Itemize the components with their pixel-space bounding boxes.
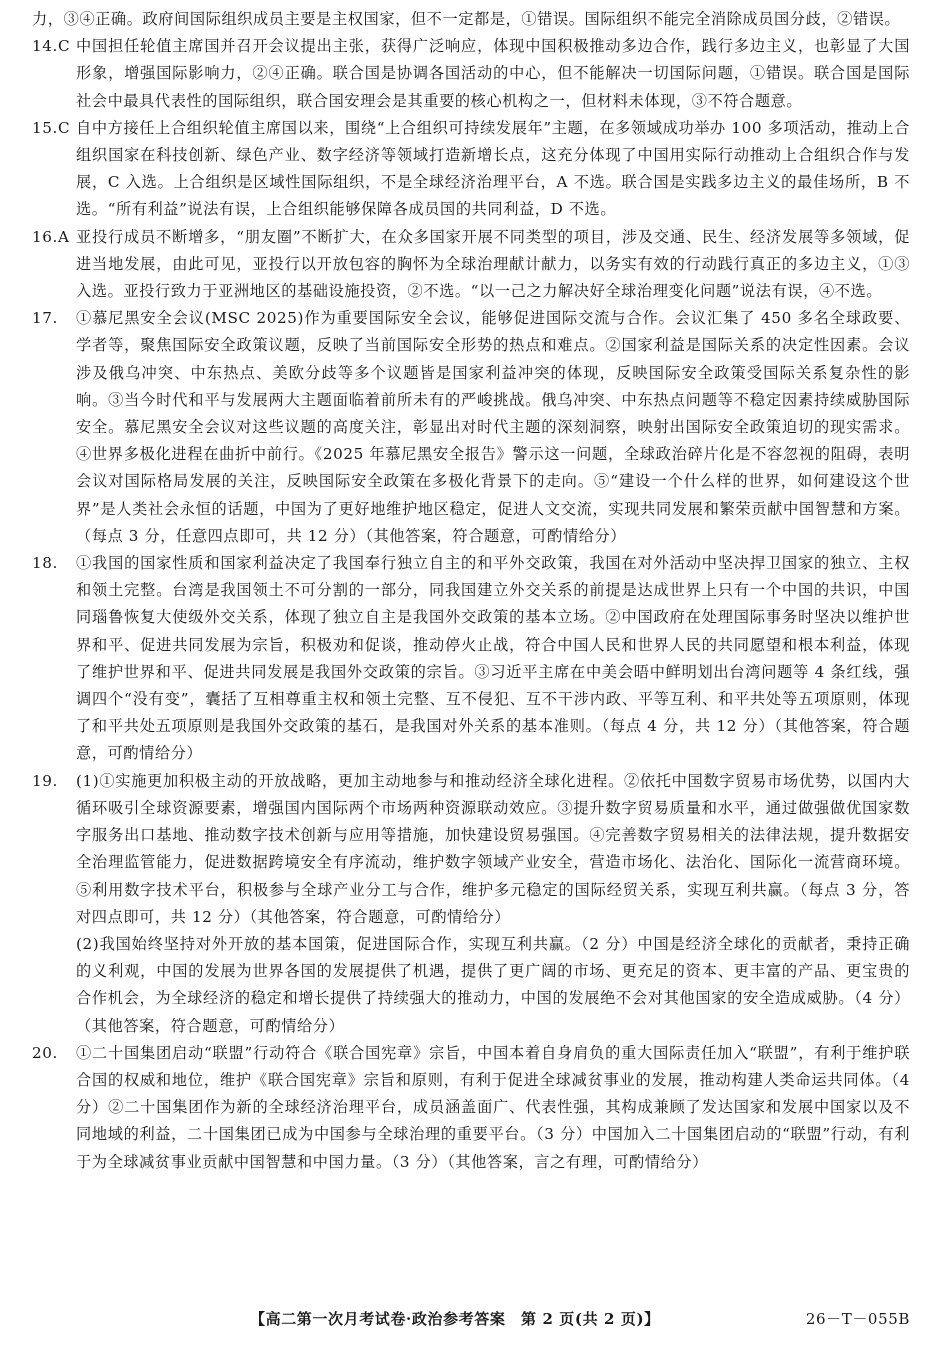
answer-text: ①我国的国家性质和国家利益决定了我国奉行独立自主的和平外交政策，我国在对外活动中坚决捍卫国家的独立、主权和领土完整。台湾是我国领土不可分割的一部分，同我国建立外交关系的前提是达成世界上只有一个中国的共识，中国同瑙鲁恢复大使级外交关系，体现了独立自主是我国外交政策的基本立场。②中国政府在处理国际事务时坚决以维护世界和平、促进共同发展为宗旨，积极劝和促谈，推动停火止战，符合中国人民和世界人民的共同愿望和根本利益，体现了维护世界和平、促进共同发展是我国外交政策的宗旨。③习近平主席在中美会晤中鲜明划出台湾问题等 4 条红线，强调四个“没有变”，囊括了互相尊重主权和领土完整、互不侵犯、互不干涉内政、平等互利、和平共处等五项原则，体现了和平共处五项原则是我国外交政策的基石，是我国对外关系的基本准则。（每点 4 分，共 12 分）（其他答案，符合题意，可酌情给分） xyxy=(76,554,910,763)
answer-item-16 xyxy=(32,224,910,306)
answer-item-20 xyxy=(32,1040,910,1176)
page-footer xyxy=(0,1306,950,1336)
answer-text: ①二十国集团启动“联盟”行动符合《联合国宪章》宗旨，中国本着自身肩负的重大国际责任加入“联盟”，有利于维护联合国的权威和地位，维护《联合国宪章》宗旨和原则，有利于促进全球减贫事业的发展，推动构建人类命运共同体。（4 分）②二十国集团作为新的全球经济治理平台，成员涵盖面广、代表性强，其构成兼顾了发达国家和发展中国家以及不同地域的利益，二十国集团已成为中国参与全球治理的重要平台。（3 分）中国加入二十国集团启动的“联盟”行动，有利于为全球减贫事业贡献中国智慧和中国力量。（3 分）（其他答案，言之有理，可酌情给分） xyxy=(76,1043,910,1171)
answer-text-part-1: (1)①实施更加积极主动的开放战略，更加主动地参与和推动经济全球化进程。②依托中国数字贸易市场优势，以国内大循环吸引全球资源要素，增强国内国际两个市场两种资源联动效应。③提升数字贸易质量和水平，通过做强做优国家数字服务出口基地、推动数字技术创新与应用等措施，加快建设贸易强国。④完善数字贸易相关的法律法规，提升数据安全治理监管能力，促进数据跨境安全有序流动，维护数字领域产业安全，营造市场化、法治化、国际化一流营商环境。⑤利用数字技术平台，积极参与全球产业分工与合作，维护多元稳定的国际经贸关系，实现互利共赢。（每点 3 分，答对四点即可，共 12 分）（其他答案，符合题意，可酌情给分） xyxy=(76,771,910,926)
footer-code: 26－T－055B xyxy=(805,1310,910,1328)
answer-number: 15.C xyxy=(32,118,71,137)
answer-13-continuation: 力，③④正确。政府间国际组织成员主要是主权国家，但不一定都是，①错误。国际组织不能完全消除成员国分歧，②错误。 xyxy=(32,10,901,28)
answer-text: 自中方接任上合组织轮值主席国以来，围绕“上合组织可持续发展年”主题，在多领域成功举办 100 多项活动，推动上合组织国家在科技创新、绿色产业、数字经济等领域打造新增长点，这充分体现了中国用实际行动推动上合组织合作与发展，C 入选。上合组织是区域性国际组织，不是全球经济治理平台，A 不选。联合国是实践多边主义的最佳场所，B 不选。“所有利益”说法有误，上合组织能够保障各成员国的共同利益，D 不选。 xyxy=(76,118,910,219)
answer-text-part-2: (2)我国始终坚持对外开放的基本国策，促进国际合作，实现互利共赢。（2 分）中国是经济全球化的贡献者，秉持正确的义利观，中国的发展为世界各国的发展提供了机遇，提供了更广阔的市场、更充足的资本、更丰富的产品、更宝贵的合作机会，为全球经济的稳定和增长提供了持续强大的推动力，中国的发展绝不会对其他国家的安全造成威胁。（4 分）（其他答案，符合题意，可酌情给分） xyxy=(76,934,910,1035)
answer-item-15 xyxy=(32,115,910,224)
answer-number: 19. xyxy=(32,771,58,790)
answer-item-17 xyxy=(32,305,910,550)
answer-text: ①慕尼黑安全会议(MSC 2025)作为重要国际安全会议，能够促进国际交流与合作。会议汇集了 450 多名全球政要、学者等，聚焦国际安全政策议题，反映了当前国际安全形势的热点和难点。②国家利益是国际关系的决定性因素。会议涉及俄乌冲突、中东热点、美欧分歧等多个议题皆是国家利益冲突的体现，反映国际安全政策受国际关系复杂性的影响。③当今时代和平与发展两大主题面临着前所未有的严峻挑战。俄乌冲突、中东热点问题等不稳定因素持续威胁国际安全。慕尼黑安全会议对这些议题的高度关注，彰显出对时代主题的深刻洞察，映射出国际安全政策迫切的现实需求。④世界多极化进程在曲折中前行。《2025 年慕尼黑安全报告》警示这一问题，全球政治碎片化是不容忽视的阻碍，表明会议对国际格局发展的关注，反映国际安全政策在多极化背景下的走向。⑤“建设一个什么样的世界，如何建设这个世界”是人类社会永恒的话题，中国为了更好地维护地区稳定，促进人文交流，实现共同发展和繁荣贡献中国智慧和方案。（每点 3 分，任意四点即可，共 12 分）（其他答案，符合题意，可酌情给分） xyxy=(76,309,910,545)
answer-number: 20. xyxy=(32,1043,58,1062)
answer-number: 18. xyxy=(32,554,58,573)
answer-number: 16.A xyxy=(32,227,70,246)
continued-answer-13 xyxy=(32,6,910,33)
answer-item-18 xyxy=(32,550,910,768)
footer-title: 【高二第一次月考试卷·政治参考答案 第 2 页(共 2 页)】 xyxy=(250,1310,660,1328)
answer-item-19 xyxy=(32,768,910,1040)
answer-number: 17. xyxy=(32,309,58,328)
answer-item-14 xyxy=(32,33,910,115)
answer-text: 亚投行成员不断增多，“朋友圈”不断扩大，在众多国家开展不同类型的项目，涉及交通、民生、经济发展等多领域，促进当地发展，由此可见，亚投行以开放包容的胸怀为全球治理献计献力，以务实有效的行动践行真正的多边主义，①③入选。亚投行致力于亚洲地区的基础设施投资，②不选。“以一己之力解决好全球治理变化问题”说法有误，④不选。 xyxy=(76,227,910,301)
answer-number: 14.C xyxy=(32,37,71,56)
answer-text: 中国担任轮值主席国并召开会议提出主张，获得广泛响应，体现中国积极推动多边合作，践行多边主义，也彰显了大国形象，增强国际影响力，②④正确。联合国是协调各国活动的中心，但不能解决一切国际问题，①错误。联合国是国际社会中最具代表性的国际组织，联合国安理会是其重要的核心机构之一，但材料未体现，③不符合题意。 xyxy=(76,37,910,110)
